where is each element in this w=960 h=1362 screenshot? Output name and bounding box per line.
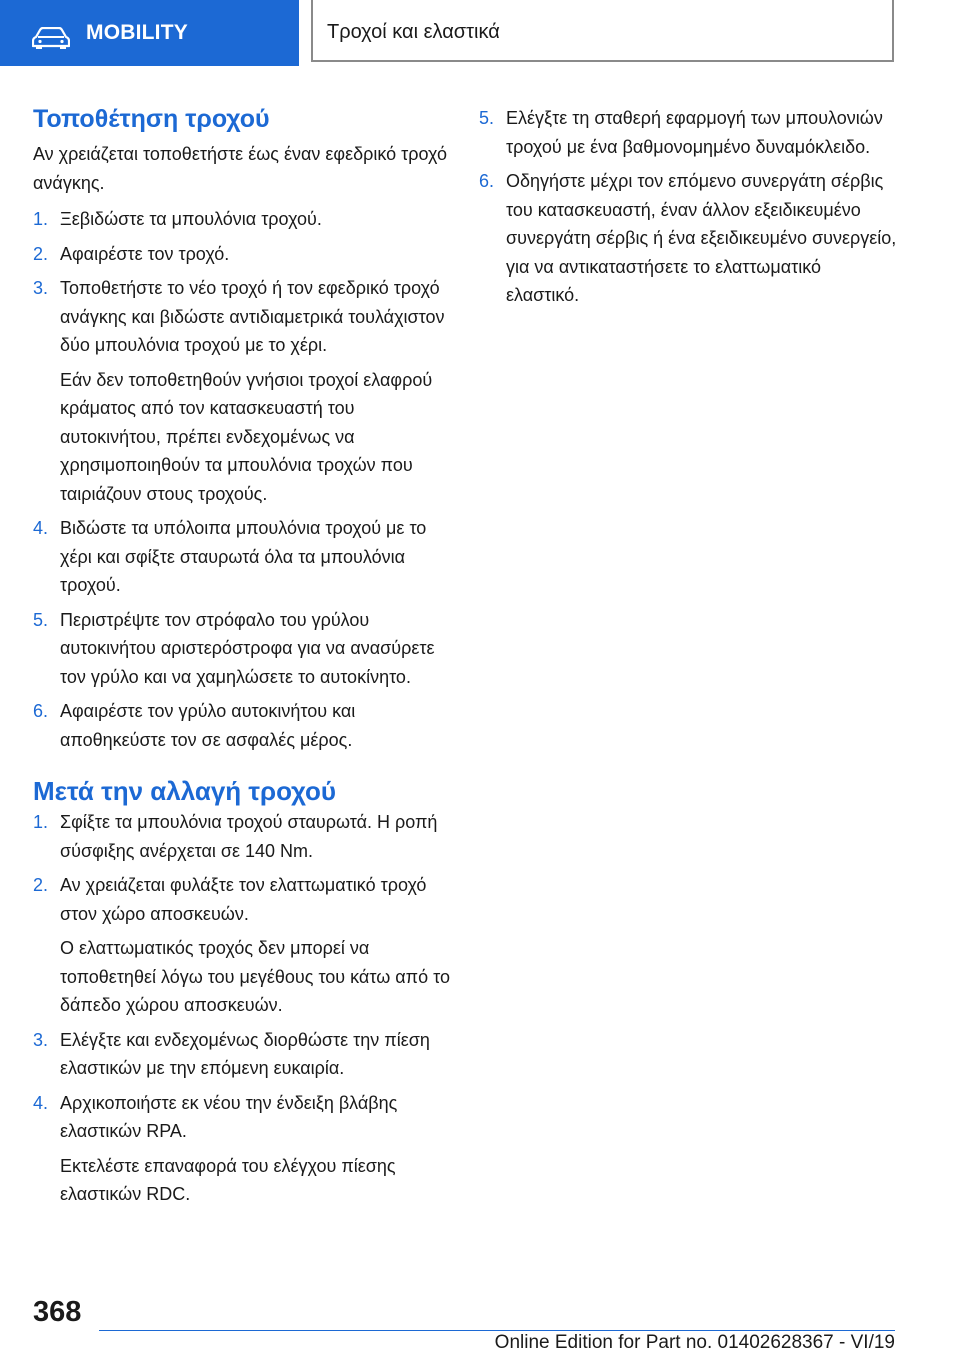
step-text: Σφίξτε τα μπουλόνια τροχού σταυρωτά. Η ροπή σύσφιξης ανέρχεται σε 140 Nm. [60, 812, 438, 861]
step-number: 4. [33, 518, 49, 538]
section-intro: Αν χρειάζεται τοποθετήστε έως έναν εφεδρικό τροχό ανάγκης. [33, 144, 448, 193]
step-text: Ελέγξτε τη σταθερή εφαρμογή των μπουλονιών τροχού με ένα βαθμονομημένο δυναμόκλειδο. [506, 108, 883, 157]
step-text: Αν χρειάζεται φυλάξτε τον ελαττωματικό τροχό στον χώρο αποσκευών. [60, 875, 427, 924]
step-number: 1. [33, 812, 49, 832]
list-item [33, 1089, 451, 1209]
step-number: 3. [33, 1029, 49, 1050]
page-number: 368 [33, 1296, 82, 1328]
step-number: 6. [33, 701, 49, 721]
step-number: 4. [33, 1092, 49, 1113]
step-text: Βιδώστε τα υπόλοιπα μπουλόνια τροχού με το χέρι και σφίξτε σταυρωτά όλα τα μπουλόνια τροχού. [60, 518, 427, 595]
brand-label: MOBILITY [86, 21, 188, 44]
section-title-after-wheel-change: Μετά την αλλαγή τροχού [33, 776, 337, 806]
right-column [479, 104, 899, 310]
list-item [33, 871, 451, 1020]
list-item [33, 240, 451, 269]
car-icon [32, 27, 70, 49]
step-note: Εκτελέστε επαναφορά του ελέγχου πίεσης ελαστικών RDC. [60, 1155, 396, 1204]
edition-info: Online Edition for Part no. 01402628367 - VI/19 [494, 1332, 895, 1353]
step-text: Ελέγξτε και ενδεχομένως διορθώστε την πίεση ελαστικών με την επόμενη ευκαιρία. [60, 1029, 430, 1078]
left-column [33, 104, 451, 1209]
list-item [33, 606, 451, 692]
step-number: 5. [479, 108, 495, 128]
step-number: 2. [33, 875, 49, 895]
step-text: Ξεβιδώστε τα μπουλόνια τροχού. [60, 209, 322, 229]
list-item [33, 205, 451, 234]
step-number: 5. [33, 609, 49, 630]
list-item [33, 697, 451, 754]
chapter-title: Τροχοί και ελαστικά [327, 21, 500, 43]
brand-tab [0, 0, 299, 66]
after-change-steps-list-continued [479, 104, 899, 310]
step-text: Τοποθετήστε το νέο τροχό ή τον εφεδρικό τροχό ανάγκης και βιδώστε αντιδιαμετρικά τουλάχιστον δύο μπουλόνια τροχού με το χέρι. [60, 278, 445, 355]
list-item [33, 274, 451, 508]
step-text: Αφαιρέστε τον γρύλο αυτοκινήτου και αποθηκεύστε τον σε ασφαλές μέρος. [60, 701, 356, 750]
after-change-steps-list [33, 808, 451, 1209]
step-text: Οδηγήστε μέχρι τον επόμενο συνεργάτη σέρβις του κατασκευαστή, έναν άλλον εξειδικευμένο συνεργάτη σέρβις ή ένα εξειδικευμένο συνεργείο, για να αντικαταστήσετε το ελαττωματικό ελαστικό. [506, 171, 897, 305]
mounting-steps-list [33, 205, 451, 754]
list-item [479, 167, 899, 310]
step-text: Περιστρέψτε τον στρόφαλο του γρύλου αυτοκινήτου αριστερόστροφα για να ανασύρετε τον γρύλο και να χαμηλώσετε το αυτοκίνητο. [60, 609, 435, 687]
list-item [33, 514, 451, 600]
step-number: 1. [33, 209, 49, 229]
page-header [0, 0, 960, 66]
step-note: Εάν δεν τοποθετηθούν γνήσιοι τροχοί ελαφρού κράματος από τον κατασκευαστή του αυτοκινήτου, πρέπει ενδεχομένως να χρησιμοποιηθούν τα μπουλόνια τροχών που ταιριάζουν στους τροχούς. [60, 369, 433, 504]
footer-divider [99, 1330, 895, 1331]
list-item [33, 1026, 451, 1083]
step-text: Αφαιρέστε τον τροχό. [60, 243, 230, 264]
list-item [33, 808, 451, 865]
section-title-wheel-mounting: Τοποθέτηση τροχού [33, 105, 270, 133]
step-text: Αρχικοποιήστε εκ νέου την ένδειξη βλάβης ελαστικών RPA. [60, 1092, 398, 1141]
step-number: 3. [33, 278, 49, 298]
list-item [479, 104, 899, 161]
step-note: Ο ελαττωματικός τροχός δεν μπορεί να τοποθετηθεί λόγω του μεγέθους του κάτω από το δάπεδο χώρου αποσκευών. [60, 938, 450, 1015]
step-number: 2. [33, 243, 49, 264]
chapter-tab [311, 0, 894, 62]
step-number: 6. [479, 171, 495, 191]
